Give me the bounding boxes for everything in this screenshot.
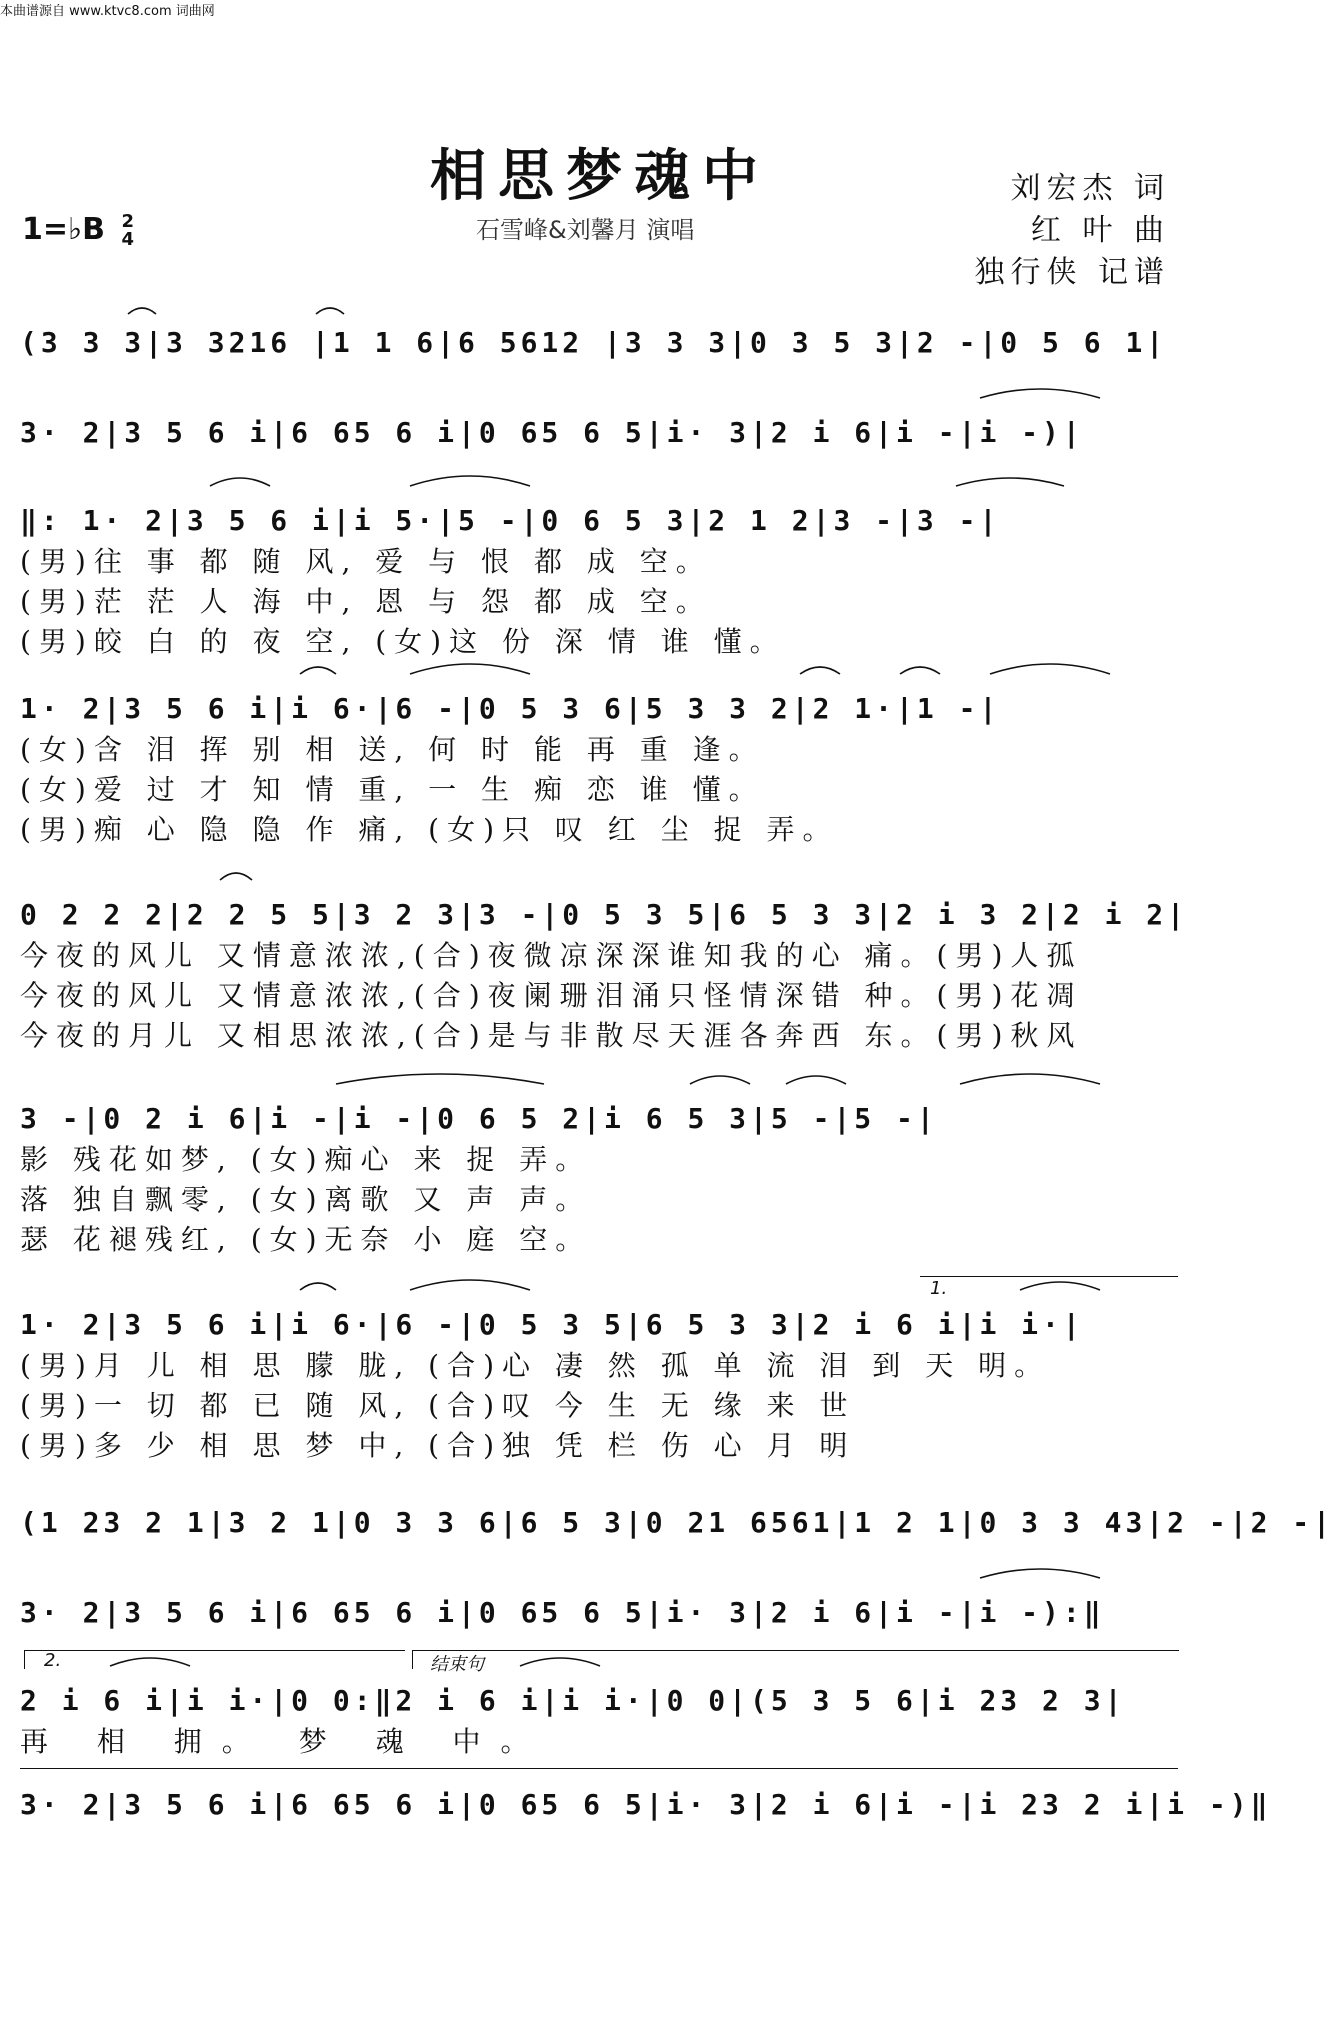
lyric-line-3: (男)多 少 相 思 梦 中, (合)独 凭 栏 伤 心 月 明 <box>20 1429 856 1462</box>
slur <box>990 664 1110 674</box>
notation-line: 3· 2|3 5 6 i|6 65 6 i|0 65 6 5|i· 3|2 i 6|i -|i -):‖ <box>20 1595 1105 1629</box>
lyric-line-3: (男)痴 心 隐 隐 作 痛, (女)只 叹 红 尘 捉 弄。 <box>20 813 839 846</box>
lyric-line-1: (男)往 事 都 随 风, 爱 与 恨 都 成 空。 <box>20 545 712 578</box>
slur <box>520 1658 600 1666</box>
slur <box>210 478 270 486</box>
lyric-line-2: (男)一 切 都 已 随 风, (合)叹 今 生 无 缘 来 世 <box>20 1389 856 1422</box>
volta-1-label: 1. <box>930 1278 948 1299</box>
notation-line: ‖: 1· 2|3 5 6 i|i 5·|5 -|0 6 5 3|2 1 2|3 -|3 -| <box>20 503 1001 537</box>
key-label: 1=♭B <box>22 212 106 247</box>
lyric-line-1: (男)月 儿 相 思 朦 胧, (合)心 凄 然 孤 单 流 泪 到 天 明。 <box>20 1349 1051 1382</box>
notation-line: 1· 2|3 5 6 i|i 6·|6 -|0 5 3 5|6 5 3 3|2 i 6 i|i i·| <box>20 1307 1084 1341</box>
lyric-line-2: (女)爱 过 才 知 情 重, 一 生 痴 恋 谁 懂。 <box>20 773 765 806</box>
composer: 红 叶 曲 <box>1030 213 1170 248</box>
volta-2-label: 2. <box>44 1650 62 1671</box>
slur <box>128 308 156 314</box>
notation-line: 3· 2|3 5 6 i|6 65 6 i|0 65 6 5|i· 3|2 i 6|i -|i -)| <box>20 415 1084 449</box>
slur <box>956 478 1064 486</box>
slur <box>980 389 1100 398</box>
notation-line: 3· 2|3 5 6 i|6 65 6 i|0 65 6 5|i· 3|2 i 6|i -|i 23 2 i|i -)‖ <box>20 1787 1272 1821</box>
slur <box>800 667 840 674</box>
slur <box>410 476 530 486</box>
slur <box>690 1076 750 1084</box>
slur <box>300 667 336 674</box>
notation-line: 3 -|0 2 i 6|i -|i -|0 6 5 2|i 6 5 3|5 -|5 -| <box>20 1101 938 1135</box>
slur <box>300 1283 336 1290</box>
lyric-line-3: 今夜的月儿 又相思浓浓,(合)是与非散尽天涯各奔西 东。(男)秋风 <box>20 1019 1083 1052</box>
notation-line: (3 3 3|3 3216 |1 1 6|6 5612 |3 3 3|0 3 5 3|2 -|0 5 6 1| <box>20 325 1168 359</box>
slur <box>786 1076 846 1084</box>
lyric-line-3: 瑟 花褪残红, (女)无奈 小 庭 空。 <box>20 1223 592 1256</box>
lyric-line-1: (女)含 泪 挥 别 相 送, 何 时 能 再 重 逢。 <box>20 733 765 766</box>
time-top: 2 <box>121 210 135 232</box>
singers: 石雪峰&刘馨月 演唱 <box>476 216 695 244</box>
slur <box>900 667 940 674</box>
notation-line: 2 i 6 i|i i·|0 0:‖2 i 6 i|i i·|0 0|(5 3 5 6|i 23 2 3| <box>20 1683 1126 1717</box>
lyric-line-1: 今夜的风儿 又情意浓浓,(合)夜微凉深深谁知我的心 痛。(男)人孤 <box>20 939 1083 972</box>
slur <box>1020 1282 1100 1290</box>
slur <box>960 1074 1100 1084</box>
lyric-line-2: 今夜的风儿 又情意浓浓,(合)夜阑珊泪涌只怪情深错 种。(男)花凋 <box>20 979 1083 1012</box>
slur <box>410 664 530 674</box>
song-title: 相思梦魂中 <box>430 143 770 209</box>
slur <box>110 1658 190 1666</box>
lyric-line-1: 影 残花如梦, (女)痴心 来 捉 弄。 <box>20 1143 592 1176</box>
slur <box>220 873 252 880</box>
notation-line: (1 23 2 1|3 2 1|0 3 3 6|6 5 3|0 21 6561|1 2 1|0 3 3 43|2 -|2 -| <box>20 1505 1334 1539</box>
slur <box>980 1569 1100 1578</box>
lyricist: 刘宏杰 词 <box>1010 171 1170 206</box>
transcriber: 独行侠 记谱 <box>974 255 1170 290</box>
time-bottom: 4 <box>121 228 135 250</box>
notation-line: 0 2 2 2|2 2 5 5|3 2 3|3 -|0 5 3 5|6 5 3 3|2 i 3 2|2 i 2| <box>20 897 1189 931</box>
slur <box>316 308 344 314</box>
lyric-line-2: (男)茫 茫 人 海 中, 恩 与 怨 都 成 空。 <box>20 585 712 618</box>
notation-line: 1· 2|3 5 6 i|i 6·|6 -|0 5 3 6|5 3 3 2|2 1·|1 -| <box>20 691 1001 725</box>
slur <box>410 1280 530 1290</box>
lyric-line-3: (男)皎 白 的 夜 空, (女)这 份 深 情 谁 懂。 <box>20 625 786 658</box>
site-source-text: 本曲谱源自 www.ktvc8.com 词曲网 <box>0 4 215 19</box>
coda-label: 结束句 <box>430 1654 484 1675</box>
lyric-line-1: 再 相 拥。 梦 魂 中。 <box>20 1725 549 1758</box>
slur <box>336 1074 544 1084</box>
lyric-line-2: 落 独自飘零, (女)离歌 又 声 声。 <box>20 1183 592 1216</box>
